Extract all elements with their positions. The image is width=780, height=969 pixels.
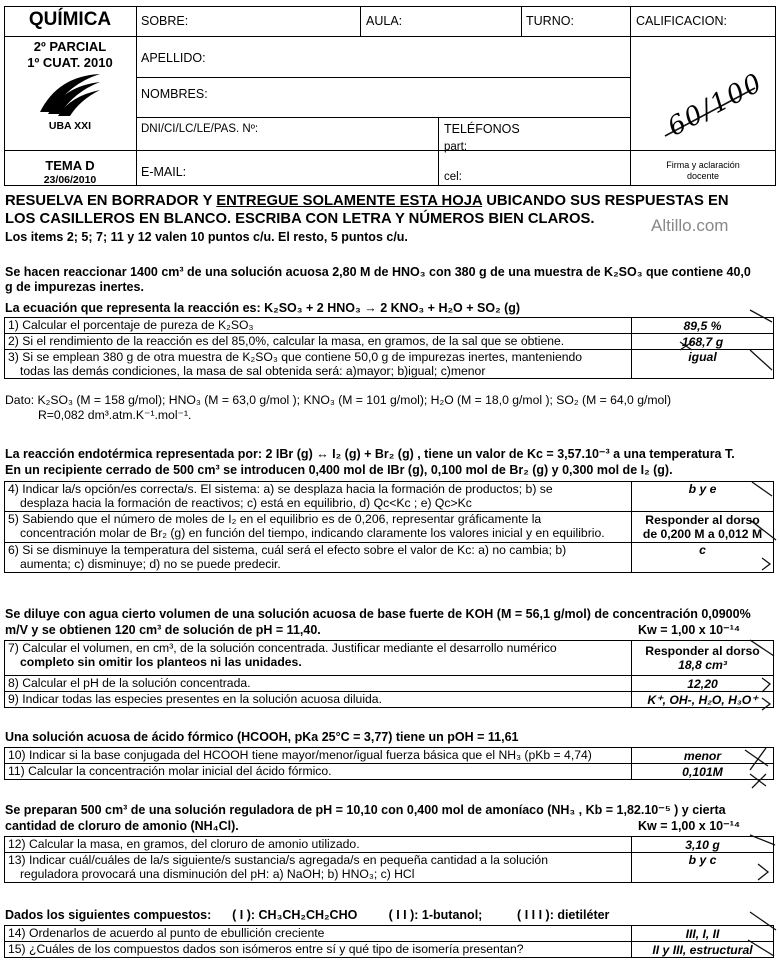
theme-label: TEMA D: [45, 158, 95, 173]
subject-title: QUÍMICA: [28, 9, 112, 30]
question-3-line2: todas las demás condiciones, la masa de sal obtenida será: a)mayor; b)igual; c)menor: [20, 364, 486, 378]
turno-label: TURNO:: [526, 14, 574, 28]
email-label: E-MAIL:: [141, 165, 187, 179]
question-5-line2: concentración molar de Br₂ (g) en función del tiempo, indicando claramente los valores inicial y en equilibrio.: [20, 526, 605, 540]
question-11: 11) Calcular la concentración molar inicial del ácido fórmico.: [5, 764, 632, 780]
block5-intro1: Se preparan 500 cm³ de una solución reguladora de pH = 10,10 con 0,400 mol de amoníaco (NH₃ , Kb = 1,82.10⁻⁵ ) y cierta: [5, 803, 726, 817]
divider: [4, 150, 630, 151]
question-10: 10) Indicar si la base conjugada del HCOOH tiene mayor/menor/igual fuerza básica que el NH₃ (pKb = 4,74): [5, 748, 632, 764]
question-3: [5, 350, 632, 379]
block1-intro1: Se hacen reaccionar 1400 cm³ de una solución acuosa 2,80 M de HNO₃ con 380 g de una muestra de K₂SO₃ que contiene 40,0: [5, 265, 751, 279]
question-4: [5, 482, 632, 512]
answer-7-line1: Responder al dorso: [645, 644, 760, 658]
question-12: 12) Calcular la masa, en gramos, del cloruro de amonio utilizado.: [5, 837, 632, 853]
answer-5-line1: Responder al dorso: [645, 513, 760, 527]
question-2: 2) Si el rendimiento de la reacción es del 85,0%, calcular la masa, en gramos, de la sal que se obtiene.: [5, 334, 632, 350]
answer-5-line2: de 0,200 M a 0,012 M: [642, 527, 763, 541]
instructions-line1: [5, 192, 729, 210]
instructions-line2: LOS CASILLEROS EN BLANCO. ESCRIBA CON LETRA Y NÚMEROS BIEN CLAROS.: [5, 211, 595, 227]
aula-label: AULA:: [366, 14, 403, 28]
block1-equation: La ecuación que representa la reacción es: K₂SO₃ + 2 HNO₃ → 2 KNO₃ + H₂O + SO₂ (g): [5, 301, 521, 315]
block2-intro1: La reacción endotérmica representada por: 2 IBr (g) ↔ I₂ (g) + Br₂ (g) , tiene un valor de Kc = 3,57.10⁻³ a una temperatura T.: [5, 447, 735, 461]
answer-12[interactable]: 3,10 g: [632, 837, 774, 853]
answer-15[interactable]: II y III, estructural: [632, 942, 774, 958]
cross-mark-icon: [680, 342, 692, 350]
question-6: [5, 543, 632, 573]
divider: [136, 117, 630, 118]
chevron-right-icon: [762, 698, 770, 710]
divider: [630, 150, 776, 151]
block5-intro2: cantidad de cloruro de amonio (NH₄Cl).: [5, 819, 239, 833]
question-5-line1: 5) Sabiendo que el número de moles de I₂ en el equilibrio es de 0,206, representar gráficamente la: [8, 512, 542, 526]
answer-13[interactable]: b y c: [632, 853, 774, 883]
grade-text: 60/100: [663, 67, 769, 143]
nombres-label: NOMBRES:: [141, 87, 208, 101]
instr-part-b: UBICANDO SUS RESPUESTAS EN: [482, 193, 729, 209]
answer-3[interactable]: igual: [632, 350, 774, 379]
question-7-line1: 7) Calcular el volumen, en cm³, de la solución concentrada. Justificar mediante el desarrollo numérico: [8, 641, 557, 655]
answer-11[interactable]: 0,101M: [632, 764, 774, 780]
answer-9[interactable]: K⁺, OH-, H₂O, H₃O⁺: [632, 692, 774, 708]
apellido-label: APELLIDO:: [141, 51, 206, 65]
question-15: 15) ¿Cuáles de los compuestos dados son isómeros entre sí y qué tipo de isomería presentan?: [5, 942, 632, 958]
divider: [4, 36, 776, 37]
answer-14[interactable]: III, I, II: [632, 926, 774, 942]
block2-intro2: En un recipiente cerrado de 500 cm³ se introducen 0,400 mol de IBr (g), 0,100 mol de Br₂ (g) y 0,300 mol de I₂ (g).: [5, 463, 673, 477]
question-8: 8) Calcular el pH de la solución concentrada.: [5, 676, 632, 692]
uba-logo-icon: [38, 72, 102, 118]
instr-underlined: ENTREGUE SOLAMENTE ESTA HOJA: [216, 193, 483, 209]
answer-7-line2: 18,8 cm³: [678, 658, 727, 672]
watermark: Altillo.com: [651, 216, 729, 235]
docente-label: docente: [686, 171, 720, 181]
question-4-line2: desplaza hacia la formación de reactivos; c) está en equilibrio, d) Qc<Kc ; e) Qc>Kc: [20, 496, 472, 510]
question-14: 14) Ordenarlos de acuerdo al punto de ebullición creciente: [5, 926, 632, 942]
instr-part-a: RESUELVA EN BORRADOR Y: [5, 193, 217, 209]
check-mark-icon: [750, 350, 772, 370]
calificacion-label: CALIFICACION:: [636, 14, 727, 28]
question-7-line2: completo sin omitir los planteos ni las unidades.: [20, 655, 302, 669]
grader-marks: [600, 300, 780, 960]
question-9: 9) Indicar todas las especies presentes en la solución acuosa diluida.: [5, 692, 632, 708]
check-mark-icon: [748, 940, 774, 956]
divider: [360, 6, 361, 36]
dni-label: DNI/CI/LC/LE/PAS. Nº:: [141, 123, 259, 135]
check-mark-icon: [750, 835, 775, 845]
exam-term: 1º CUAT. 2010: [27, 55, 113, 70]
cross-mark-icon: [745, 748, 768, 770]
block6-intro: Dados los siguientes compuestos: ( I ): CH₃CH₂CH₂CHO ( I I ): 1-butanol; ( I I I ): dietiléter: [5, 908, 610, 922]
chevron-right-icon: [762, 558, 770, 570]
question-4-line1: 4) Indicar la/s opción/es correcta/s. El sistema: a) se desplaza hacia la formación de productos; b) se: [8, 482, 553, 496]
block4-intro: Una solución acuosa de ácido fórmico (HCOOH, pKa 25°C = 3,77) tiene un pOH = 11,61: [5, 730, 519, 744]
question-13-line1: 13) Indicar cuál/cuáles de la/s siguiente/s sustancia/s agregada/s en pequeña cantidad a la solución: [8, 853, 548, 867]
question-5: [5, 512, 632, 543]
firma-label: Firma y aclaración: [666, 160, 740, 170]
chevron-right-icon: [758, 864, 768, 880]
points-note: Los items 2; 5; 7; 11 y 12 valen 10 puntos c/u. El resto, 5 puntos c/u.: [5, 230, 408, 244]
question-3-line1: 3) Si se emplean 380 g de otra muestra de K₂SO₃ que contiene 50,0 g de impurezas inertes, manteniendo: [8, 350, 583, 364]
block1-intro2: g de impurezas inertes.: [5, 280, 144, 294]
sobre-label: SOBRE:: [141, 14, 189, 28]
block3-intro2: m/V y se obtienen 120 cm³ de solución de pH = 11,40.: [5, 623, 321, 637]
chevron-right-icon: [762, 678, 770, 692]
block3-intro1: Se diluye con agua cierto volumen de una solución acuosa de base fuerte de KOH (M = 56,1 g/mol) de concentración 0,0900%: [5, 607, 751, 621]
check-mark-icon: [750, 520, 776, 540]
divider: [136, 77, 630, 78]
answer-4[interactable]: b y e: [632, 482, 774, 512]
block5-kw: Kw = 1,00 x 10⁻¹⁴: [638, 819, 741, 833]
cel-label: cel:: [444, 171, 462, 183]
answer-8[interactable]: 12,20: [632, 676, 774, 692]
divider: [521, 6, 522, 36]
check-mark-icon: [752, 482, 772, 496]
part-label: part:: [444, 141, 468, 153]
divider: [438, 117, 439, 186]
question-13: [5, 853, 632, 883]
question-7: [5, 641, 632, 676]
check-mark-icon: [750, 640, 774, 656]
block3-kw: Kw = 1,00 x 10⁻¹⁴: [638, 623, 741, 637]
exam-name: 2º PARCIAL: [33, 39, 107, 54]
answer-2[interactable]: 168,7 g: [632, 334, 774, 350]
question-13-line2: reguladora provocará una disminución del pH: a) NaOH; b) HNO₃; c) HCl: [20, 867, 415, 881]
exam-date: 23/06/2010: [43, 174, 97, 186]
divider: [136, 6, 137, 186]
check-mark-icon: [750, 912, 776, 930]
answer-6[interactable]: c: [632, 543, 774, 573]
divider: [630, 6, 631, 186]
check-mark-icon: [750, 310, 772, 322]
cross-mark-icon: [750, 774, 766, 788]
question-6-line2: aumenta; c) disminuye; d) no se puede predecir.: [20, 557, 281, 571]
block1-dato2: R=0,082 dm³.atm.K⁻¹.mol⁻¹.: [38, 408, 192, 422]
logo-text: UBA XXI: [48, 120, 92, 132]
question-6-line1: 6) Si se disminuye la temperatura del sistema, cuál será el efecto sobre el valor de Kc: a) no cambia; b): [8, 543, 567, 557]
question-1: 1) Calcular el porcentaje de pureza de K₂SO₃: [5, 318, 632, 334]
answer-1[interactable]: 89,5 %: [632, 318, 774, 334]
answer-10[interactable]: menor: [632, 748, 774, 764]
block1-dato: Dato: K₂SO₃ (M = 158 g/mol); HNO₃ (M = 63,0 g/mol ); KNO₃ (M = 101 g/mol); H₂O (M = 18,0 g/mol ); SO₂ (M = 64,0 g/mol): [5, 393, 672, 407]
telefonos-label: TELÉFONOS: [444, 122, 520, 136]
